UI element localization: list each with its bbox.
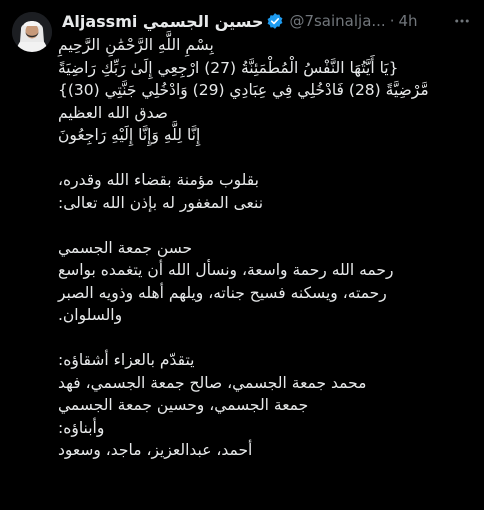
tweet-text-line: إِنَّا لِلَّهِ وَإِنَّا إِلَيْهِ رَاجِعُونَ [58, 126, 201, 144]
separator-dot: · [389, 12, 395, 30]
tweet-text-line: ننعى المغفور له بإذن الله تعالى: [58, 193, 264, 212]
tweet-text-line: محمد جمعة الجسمي، صالح جمعة الجسمي، فهد [58, 373, 367, 392]
tweet-header [62, 10, 472, 32]
more-options-button[interactable] [452, 11, 472, 31]
author-handle[interactable]: @7sainalja... [289, 12, 386, 30]
avatar[interactable] [12, 12, 52, 52]
author-display-name[interactable]: Aljassmi حسين الجسمي [62, 11, 264, 31]
post-time[interactable]: 4h [398, 12, 418, 30]
tweet-text-line: يتقدّم بالعزاء أشقاؤه: [58, 351, 195, 369]
tweet-text-line: أحمد، عبدالعزيز، ماجد، وسعود [58, 441, 253, 459]
tweet-text-line: جمعة الجسمي، وحسين جمعة الجسمي [58, 396, 309, 414]
tweet-text-line: والسلوان. [58, 306, 123, 324]
blank-line [58, 214, 472, 237]
more-dots-icon [453, 12, 471, 30]
blank-line [58, 147, 472, 170]
tweet-text-line: حسن جمعة الجسمي [58, 238, 193, 257]
tweet-text-line: رحمته، ويسكنه فسيح جناته، ويلهم أهله وذويه الصبر [58, 283, 387, 302]
tweet-text [58, 34, 472, 462]
tweet-text-line: بقلوب مؤمنة بقضاء الله وقدره، [58, 171, 259, 189]
tweet-text-line: مَّرْضِيَّةً (28) فَادْخُلِي فِي عِبَادِي (29) وَادْخُلِي جَنَّتِي (30)} [58, 81, 429, 99]
tweet-text-line: رحمه الله رحمة واسعة، ونسأل الله أن يتغمده بواسع [58, 261, 394, 279]
tweet-text-line: بِسْمِ اللَّهِ الرَّحْمَٰنِ الرَّحِيمِ [58, 36, 214, 54]
avatar-photo [12, 12, 52, 52]
verified-badge-icon [266, 12, 284, 30]
tweet-text-line: وأبناؤه: [58, 418, 105, 437]
blank-line [58, 327, 472, 350]
tweet-text-line: صدق الله العظيم [58, 103, 168, 122]
tweet-text-line: {يَا أَيَّتُهَا النَّفْسُ الْمُطْمَئِنَّةُ (27) ارْجِعِي إِلَىٰ رَبِّكِ رَاضِيَةً [58, 58, 399, 77]
